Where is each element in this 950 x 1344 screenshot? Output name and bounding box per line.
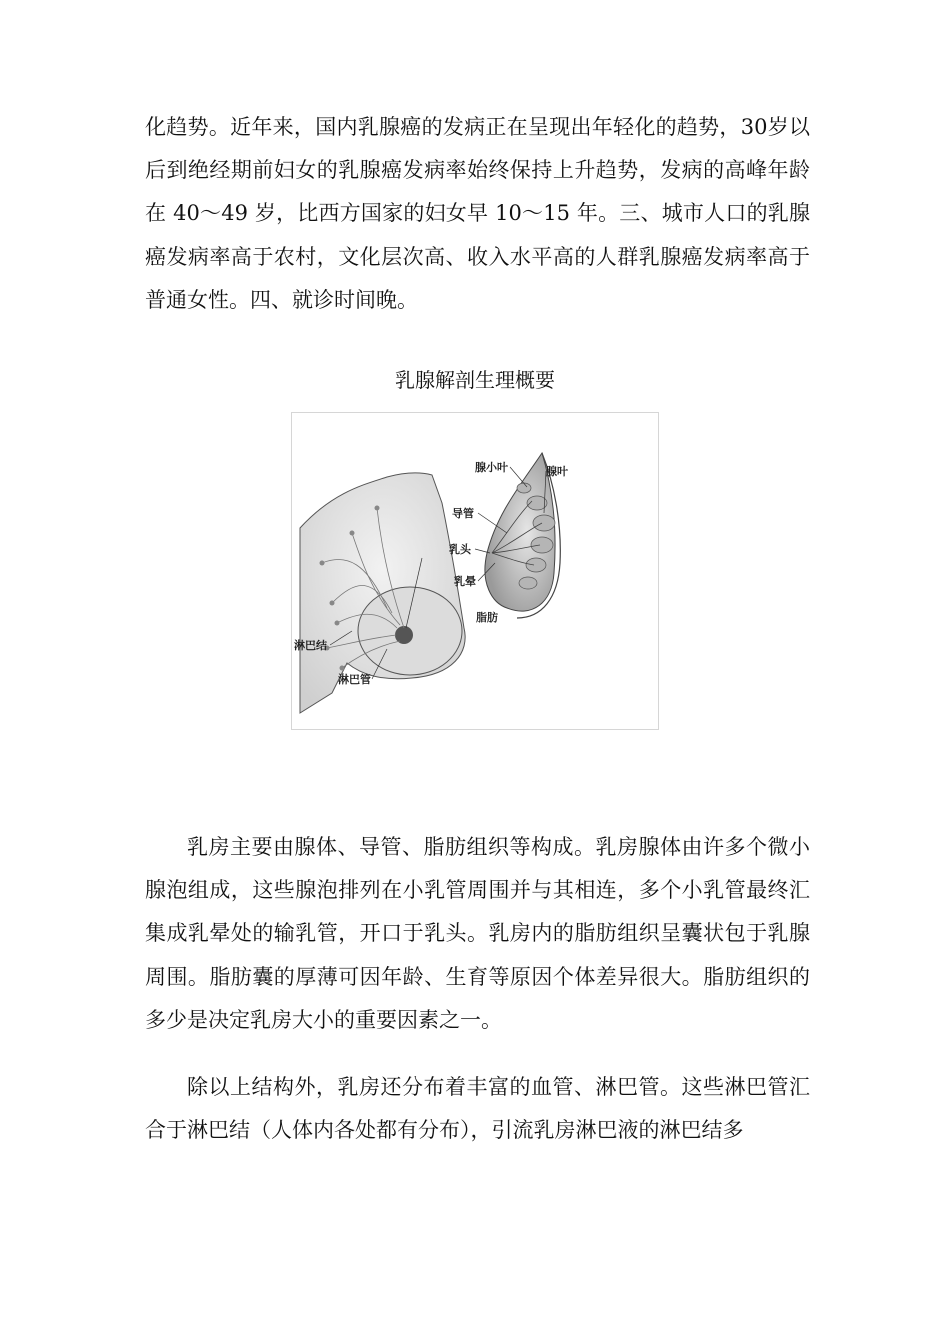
paragraph-breast-structure: 乳房主要由腺体、导管、脂肪组织等构成。乳房腺体由许多个微小腺泡组成，这些腺泡排列在小乳管周围并与其相连，多个小乳管最终汇集成乳晕处的输乳管，开口于乳头。乳房内的脂肪组织呈囊状包于乳腺周围。脂肪囊的厚薄可因年龄、生育等原因个体差异很大。脂肪组织的多少是决定乳房大小的重要因素之一。 — [145, 835, 810, 1032]
label-lymph-vessel: 淋巴管 — [338, 673, 371, 686]
label-lymph-node: 淋巴结 — [294, 639, 327, 652]
paragraph-intro-trends: 化趋势。近年来，国内乳腺癌的发病正在呈现出年轻化的趋势，30岁以后到绝经期前妇女的乳腺癌发病率始终保持上升趋势，发病的高峰年龄在 40～49 岁，比西方国家的妇女早 10～15 年。三、城市人口的乳腺癌发病率高于农村，文化层次高、收入水平高的人群乳腺癌发病率高于普通女性。四、就诊时间晚。 — [145, 115, 810, 312]
label-lobule: 腺小叶 — [475, 461, 508, 474]
paragraph-lymph-vessels: 除以上结构外，乳房还分布着丰富的血管、淋巴管。这些淋巴管汇合于淋巴结（人体内各处都有分布），引流乳房淋巴液的淋巴结多 — [145, 1075, 810, 1143]
label-lobe: 腺叶 — [546, 465, 568, 478]
breast-anatomy-illustration — [292, 413, 658, 729]
label-areola: 乳晕 — [454, 575, 476, 588]
breast-side-shape — [485, 453, 555, 611]
breast-anatomy-figure — [291, 412, 659, 730]
label-nipple: 乳头 — [449, 543, 471, 556]
torso-shape — [300, 473, 465, 713]
figure-title: 乳腺解剖生理概要 — [395, 368, 555, 392]
label-fat: 脂肪 — [476, 611, 498, 624]
label-duct: 导管 — [452, 507, 474, 520]
